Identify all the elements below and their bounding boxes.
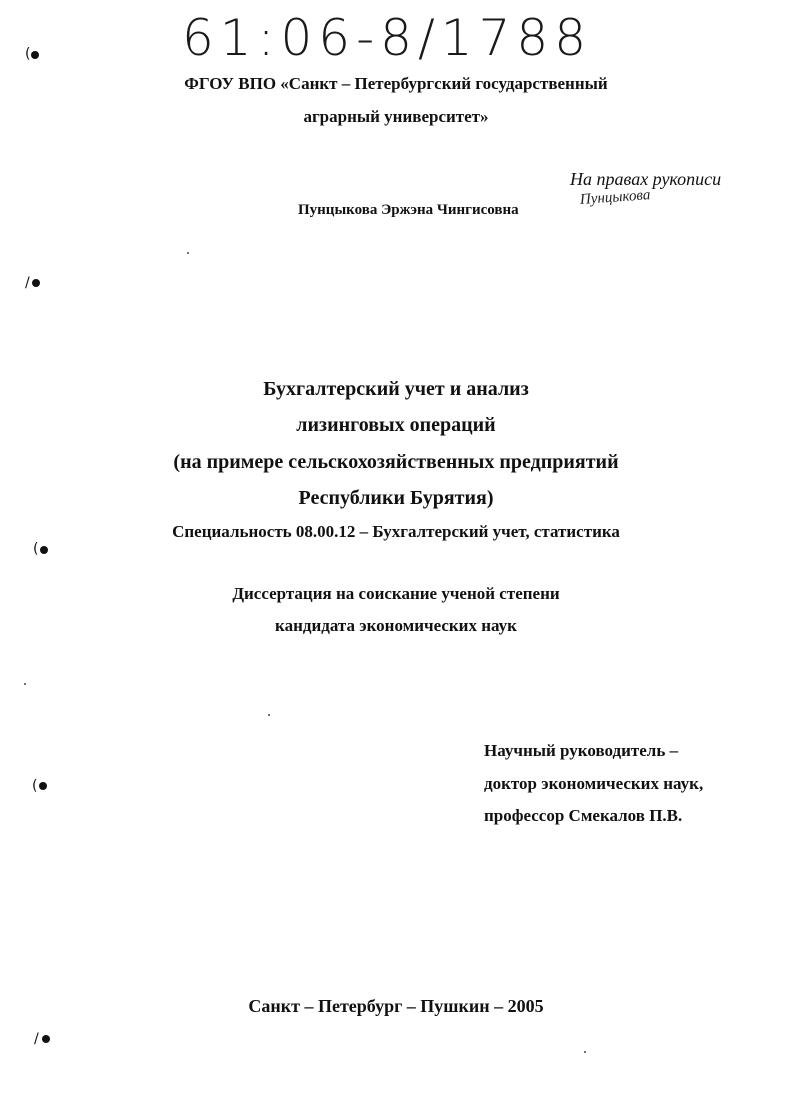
title-line-4: Республики Бурятия): [298, 487, 494, 509]
supervisor-line-2: доктор экономических наук,: [484, 774, 704, 793]
institution-line-2: аграрный университет»: [303, 107, 489, 126]
title-line-3: (на примере сельскохозяйственных предприятий: [173, 451, 619, 473]
author-name: Пунцыкова Эржэна Чингисовна: [298, 202, 519, 218]
scan-speck: [187, 252, 189, 254]
binding-hole-dot: [31, 51, 39, 59]
specialty: Специальность 08.00.12 – Бухгалтерский учет, статистика: [172, 522, 620, 541]
binding-hole-mark: /: [34, 1031, 39, 1047]
binding-hole-dot: [32, 279, 40, 287]
manuscript-rights-note: На правах рукописи: [570, 169, 722, 189]
binding-hole-dot: [40, 546, 48, 554]
degree-line-1: Диссертация на соискание ученой степени: [232, 584, 560, 603]
binding-hole-dot: [39, 782, 47, 790]
scan-speck: [584, 1051, 586, 1053]
degree-line-2: кандидата экономических наук: [275, 616, 517, 635]
place-and-year: Санкт – Петербург – Пушкин – 2005: [248, 996, 544, 1016]
binding-hole-mark: (: [33, 541, 39, 557]
supervisor-line-3: профессор Смекалов П.В.: [484, 806, 683, 825]
institution-line-1: ФГОУ ВПО «Санкт – Петербургский государственный: [184, 74, 608, 93]
binding-hole-dot: [42, 1035, 50, 1043]
binding-hole-mark: /: [25, 275, 30, 291]
binding-hole-mark: (: [32, 778, 38, 794]
scan-speck: [24, 683, 26, 685]
author-signature: Пунцыкова: [579, 187, 651, 208]
scan-speck: [268, 714, 270, 716]
binding-hole-mark: (: [25, 46, 31, 62]
title-line-2: лизинговых операций: [296, 414, 496, 436]
supervisor-line-1: Научный руководитель –: [484, 741, 679, 760]
title-line-1: Бухгалтерский учет и анализ: [263, 378, 529, 400]
handwritten-archive-number: 61:06-8/1788: [182, 9, 593, 67]
